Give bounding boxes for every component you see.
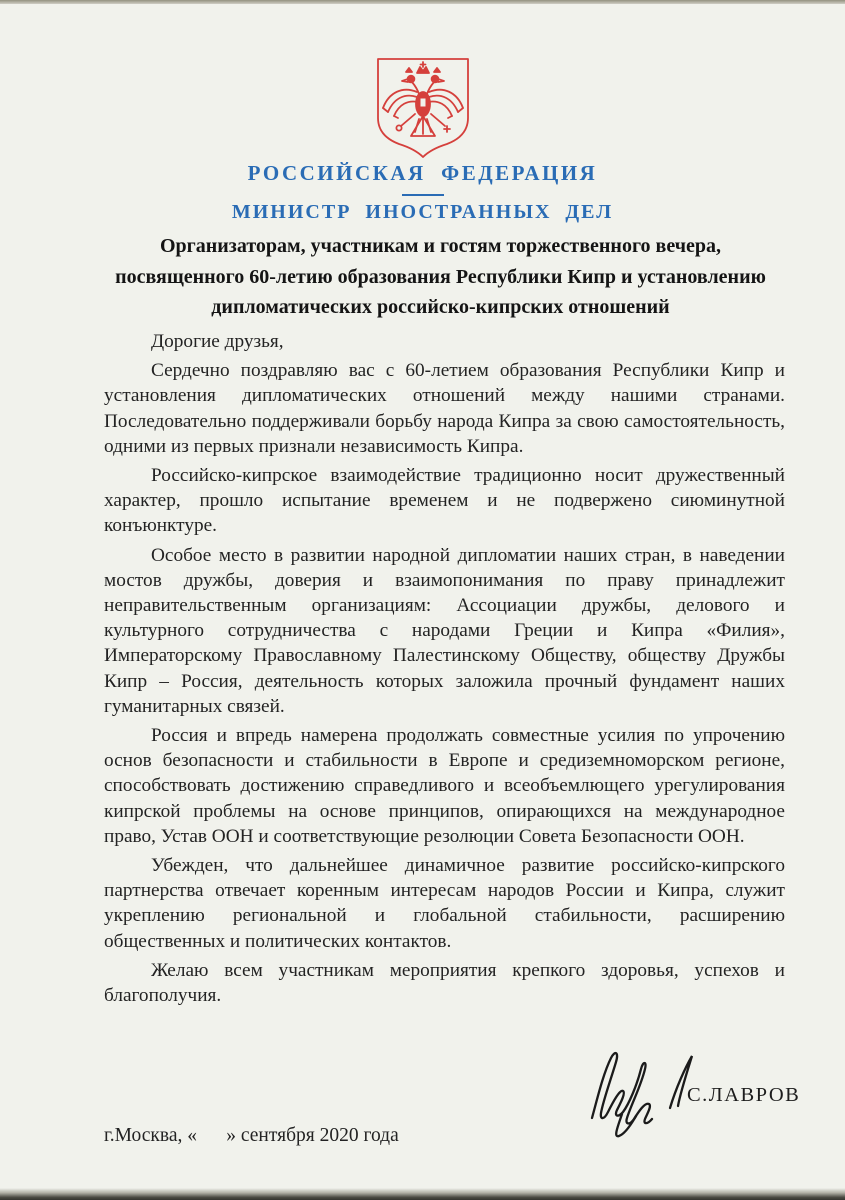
paragraph: Россия и впредь намерена продолжать совместные усилия по упрочению основ безопасности и стабильности в Европе и средиземноморском регионе, способствовать достижению справедливого и всеобъемлющего урегулирования кипрской проблемы на основе принципов, опирающихся на международное право, Устав ООН и соответствующие резолюции Совета Безопасности ООН. [104, 725, 785, 847]
scan-edge-top [0, 0, 845, 4]
paragraph: Убежден, что дальнейшее динамичное развитие российско-кипрского партнерства отвечает коренным интересам народов России и Кипра, служит укреплению региональной и глобальной стабильности, расширению общественных и политических контактов. [104, 855, 785, 952]
salutation: Дорогие друзья, [151, 331, 284, 352]
letter-addressee-heading: Организаторам, участникам и гостям торжественного вечера, посвященного 60-летию образования Республики Кипр и установлению дипломатических российско-кипрских отношений [115, 235, 766, 318]
paragraph: Желаю всем участникам мероприятия крепкого здоровья, успехов и благополучия. [104, 959, 785, 1007]
letterhead-divider [402, 194, 444, 196]
signature-block [586, 1042, 801, 1142]
scan-edge-bottom [0, 1188, 845, 1200]
letter-body [104, 329, 785, 1012]
paragraph: Российско-кипрское взаимодействие традиционно носит дружественный характер, прошло испытание временем и не подвержено сиюминутной конъюнктуре. [104, 465, 785, 537]
paragraph: Особое место в развитии народной дипломатии наших стран, в наведении мостов дружбы, доверия и взаимопонимания по праву принадлежит неправительственным организациям: Ассоциации дружбы, делового и культурного сотрудничества с народами Греции и Кипра «Филия», Императорскому Православному Палестинскому Обществу, обществу Дружбы Кипр – Россия, деятельность которых заложила прочный фундамент наших гуманитарных связей. [104, 544, 785, 717]
body-paragraphs [104, 358, 785, 1008]
signature-name: С.ЛАВРОВ [687, 1084, 801, 1106]
coat-of-arms-icon [371, 56, 475, 165]
letterhead-minister-title: МИНИСТР ИНОСТРАННЫХ ДЕЛ [231, 201, 614, 223]
place-date-line: г.Москва, « » сентября 2020 года [104, 1125, 399, 1146]
letterhead-country: РОССИЙСКАЯ ФЕДЕРАЦИЯ [247, 161, 598, 185]
paragraph: Сердечно поздравляю вас с 60-летием образования Республики Кипр и установления дипломатических отношений между нашими странами. Последовательно поддерживали борьбу народа Кипра за свою самостоятельность, одними из первых признали независимость Кипра. [104, 360, 785, 457]
